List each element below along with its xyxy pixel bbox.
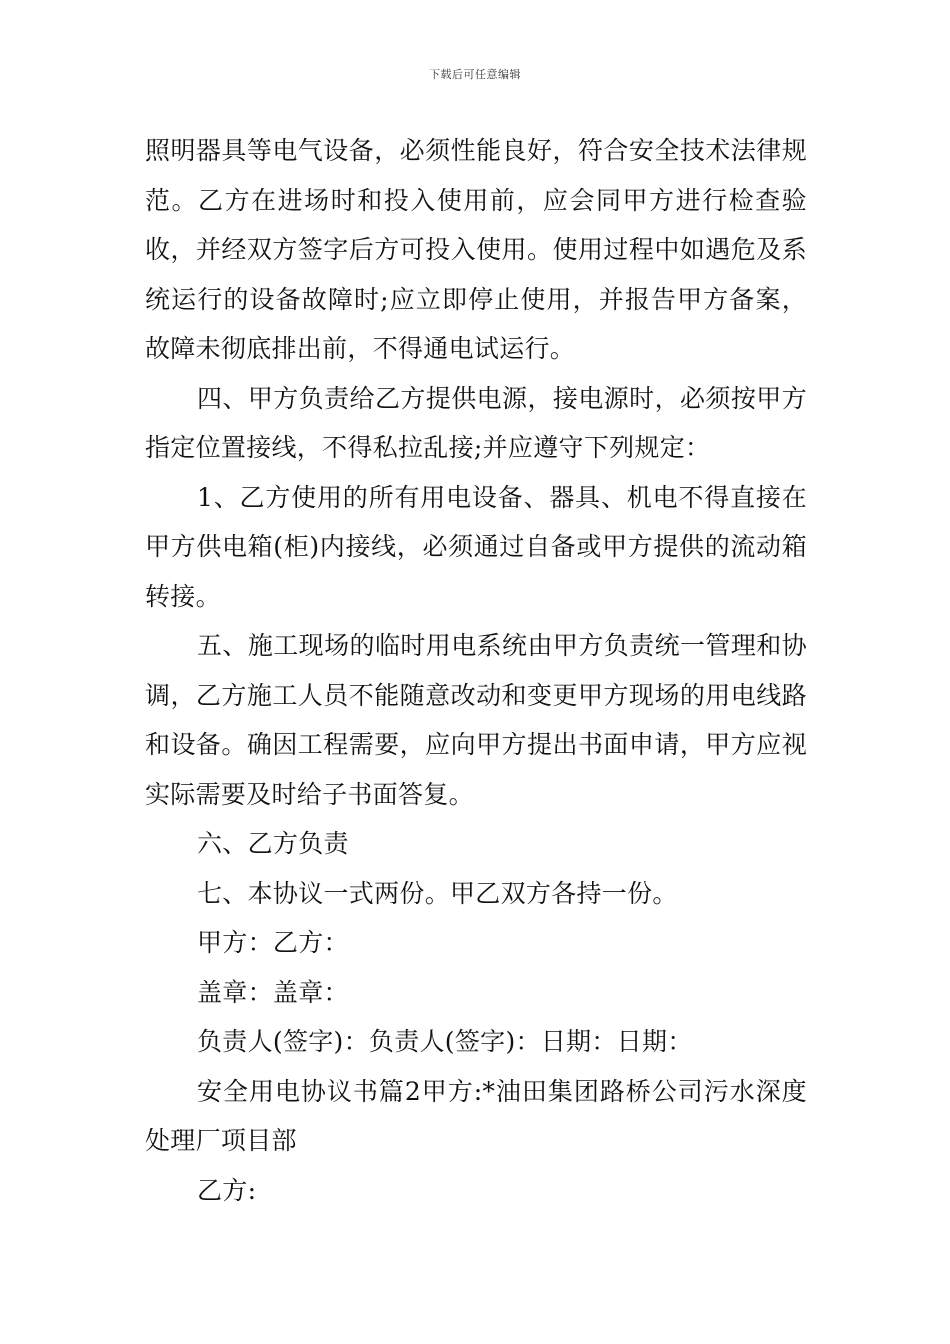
paragraph-section-6: 六、乙方负责: [197, 829, 349, 858]
paragraph-section-4: 四、甲方负责给乙方提供电源，接电源时，必须按甲方指定位置接线，不得私拉乱接;并应遵守下列规定：: [145, 383, 807, 462]
paragraph-section-5: 五、施工现场的临时用电系统由甲方负责统一管理和协调，乙方施工人员不能随意改动和变更甲方现场的用电线路和设备。确因工程需要，应向甲方提出书面申请，甲方应视实际需要及时给子书面答复。: [145, 631, 807, 809]
agreement-2-heading: 安全用电协议书篇2甲方:*油田集团路桥公司污水深度处理厂项目部: [145, 1076, 807, 1155]
paragraph-section-7: 七、本协议一式两份。甲乙双方各持一份。: [197, 878, 678, 908]
seal-line: 盖章：盖章：: [197, 977, 349, 1007]
paragraph-continued: 照明器具等电气设备，必须性能良好，符合安全技术法律规范。乙方在进场时和投入使用前，应会同甲方进行检查验收，并经双方签字后方可投入使用。使用过程中如遇危及系统运行的设备故障时;应立即停止使用，并报告甲方备案，故障未彻底排出前，不得通电试运行。: [145, 136, 807, 363]
party-b-line: 乙方:: [197, 1175, 257, 1205]
signature-date-line: 负责人(签字)：负责人(签字)：日期：日期：: [197, 1027, 693, 1056]
paragraph-item-1: 1、乙方使用的所有用电设备、器具、机电不得直接在甲方供电箱(柜)内接线，必须通过自备或甲方提供的流动箱转接。: [145, 482, 807, 611]
page-header: 下载后可任意编辑: [429, 68, 521, 81]
document-body: [145, 126, 807, 1215]
party-line: 甲方：乙方：: [197, 928, 349, 957]
